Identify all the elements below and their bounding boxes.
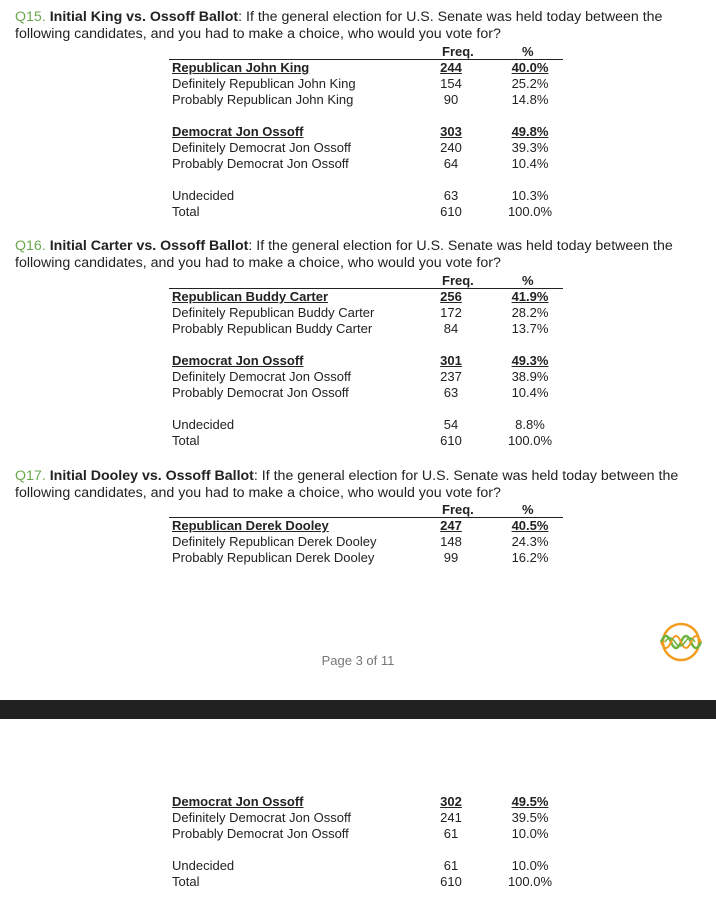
table-row: Definitely Republican Derek Dooley 148 24.3% [172, 534, 549, 549]
q16-text-line1: : If the general election for U.S. Senate was held today between the [248, 238, 673, 254]
table-row: Total 610 100.0% [172, 204, 553, 219]
table-row: Republican Buddy Carter 256 41.9% [172, 289, 549, 304]
table-row: Republican Derek Dooley 247 40.5% [172, 518, 549, 533]
q17-question [15, 468, 705, 501]
q15-text-line1: : If the general election for U.S. Senate was held today between the [238, 9, 663, 25]
freq-header: Freq. [442, 44, 474, 59]
table-row: Probably Republican Derek Dooley 99 16.2% [172, 550, 549, 565]
q17-text-line1: : If the general election for U.S. Senate was held today between the [253, 468, 679, 484]
page-number: Page 3 of 11 [321, 653, 395, 668]
q16-text-line2: following candidates, and you had to make a choice, who would you vote for? [15, 254, 501, 271]
q16-title: Initial Carter vs. Ossoff Ballot [49, 238, 249, 254]
page-break-bar [0, 700, 716, 719]
table-row: Definitely Democrat Jon Ossoff 240 39.3% [172, 140, 549, 155]
pct-header: % [522, 44, 534, 59]
wave-logo-icon [656, 622, 706, 662]
table-row: Definitely Democrat Jon Ossoff 237 38.9% [172, 369, 549, 384]
q15-question [15, 9, 705, 42]
table-row: Democrat Jon Ossoff 303 49.8% [172, 124, 549, 139]
q16-question [15, 238, 705, 271]
table-row: Probably Democrat Jon Ossoff 64 10.4% [172, 156, 549, 171]
table-row: Republican John King 244 40.0% [172, 60, 549, 75]
pct-header: % [522, 502, 534, 517]
table-row: Probably Democrat Jon Ossoff 63 10.4% [172, 385, 549, 400]
freq-header: Freq. [442, 273, 474, 288]
table-row: Total 610 100.0% [172, 433, 553, 448]
freq-header: Freq. [442, 502, 474, 517]
q15-number: Q15. [15, 9, 46, 25]
table-row: Undecided 54 8.8% [172, 417, 545, 432]
pct-header: % [522, 273, 534, 288]
table-row: Probably Democrat Jon Ossoff 61 10.0% [172, 826, 549, 841]
table-row: Definitely Democrat Jon Ossoff 241 39.5% [172, 810, 549, 825]
q16-number: Q16. [15, 238, 46, 254]
q17-text-line2: following candidates, and you had to make a choice, who would you vote for? [15, 484, 501, 501]
q15-title: Initial King vs. Ossoff Ballot [49, 9, 239, 25]
q17-title: Initial Dooley vs. Ossoff Ballot [49, 468, 254, 484]
q15-text-line2: following candidates, and you had to make a choice, who would you vote for? [15, 25, 501, 42]
table-row: Probably Republican John King 90 14.8% [172, 92, 549, 107]
table-row: Total 610 100.0% [172, 874, 553, 889]
q17-number: Q17. [15, 468, 46, 484]
table-row: Definitely Republican Buddy Carter 172 28.2% [172, 305, 549, 320]
table-row: Definitely Republican John King 154 25.2% [172, 76, 549, 91]
table-row: Undecided 63 10.3% [172, 188, 549, 203]
table-row: Democrat Jon Ossoff 301 49.3% [172, 353, 549, 368]
table-row: Democrat Jon Ossoff 302 49.5% [172, 794, 549, 809]
document-page-4 [0, 719, 716, 897]
table-row: Probably Republican Buddy Carter 84 13.7% [172, 321, 549, 336]
table-row: Undecided 61 10.0% [172, 858, 549, 873]
